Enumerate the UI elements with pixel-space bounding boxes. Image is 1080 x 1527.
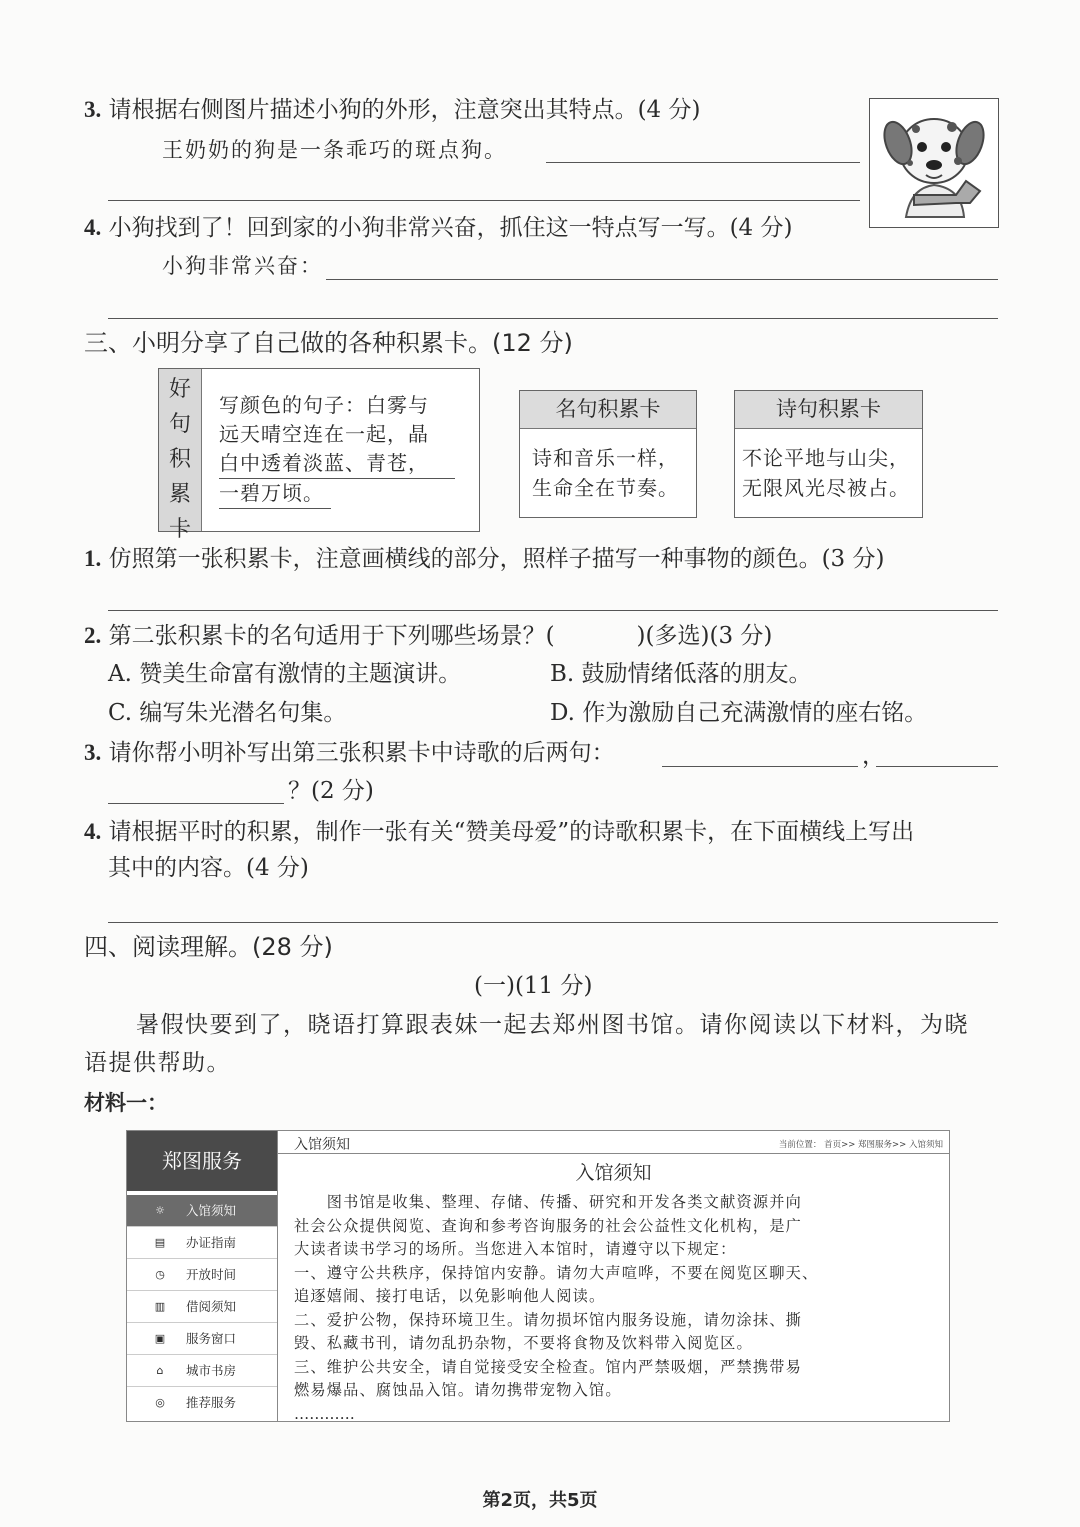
s3-question-4-cont: 其中的内容。(4 分) <box>108 855 309 881</box>
poem-line: 不论平地与山尖， <box>742 446 910 470</box>
s3-question-1: 1. 仿照第一张积累卡，注意画横线的部分，照样子描写一种事物的颜色。(3 分) <box>84 546 885 572</box>
intro-text: 暑假快要到了，晓语打算跟表妹一起去郑州图书馆。请你阅读以下材料，为晓 <box>136 1012 969 1038</box>
s3-q3-end: ？(2 分) <box>288 778 374 804</box>
answer-line[interactable] <box>108 318 998 319</box>
nav-item-recommended[interactable]: ◎ 推荐服务 <box>127 1387 277 1418</box>
notice-heading: 入馆须知 <box>575 1162 652 1184</box>
section-4-heading: 四、阅读理解。(28 分) <box>84 933 333 961</box>
poem-line: 无限风光尽被占。 <box>742 476 910 500</box>
notice-text: 图书馆是收集、整理、存储、传播、研究和开发各类文献资源并向 社会公众提供阅览、查询和参考咨询服务的社会公益性文化机构，是广 大读者读书学习的场所。当您进入本馆时，请遵守以下规定： 一、遵守公共秩序，保持馆内安静。请勿大声喧哗，不要在阅览区聊天、 追逐嬉闹、接打电话，以免影响他人阅读。 二、爱护公物，保持环境卫生。请勿损坏馆内服务设施，请勿涂抹、撕 毁、私藏书刊，请勿乱扔杂物，不要将食物及饮料带入阅览区。 三、维护公共安全，请自觉接受安全检查。馆内严禁吸烟，严禁携带易 燃易爆品、腐蚀品入馆。请勿携带宠物入馆。 ………… <box>294 1193 819 1423</box>
card-body: 写颜色的句子：白雾与 远天晴空连在一起，晶 白中透着淡蓝、青苍， 一碧万顷。 <box>219 391 469 509</box>
answer-line[interactable] <box>108 200 860 201</box>
s3-question-2: 2. 第二张积累卡的名句适用于下列哪些场景？( )(多选)(3 分) <box>84 623 773 649</box>
dog-image <box>869 98 999 228</box>
answer-line[interactable] <box>108 610 998 611</box>
option-d[interactable]: D. 作为激励自己充满激情的座右铭。 <box>550 700 928 726</box>
library-content <box>278 1131 949 1421</box>
card-icon: ▤ <box>154 1236 166 1249</box>
question-3-starter: 王奶奶的狗是一条乖巧的斑点狗。 <box>162 138 507 162</box>
quote-line: 诗和音乐一样， <box>532 446 679 470</box>
nav-item-city-study[interactable]: ⌂ 城市书房 <box>127 1355 277 1387</box>
option-c[interactable]: C. 编写朱光潜名句集。 <box>108 700 347 726</box>
poem-card <box>734 390 923 518</box>
poem-card-title: 诗句积累卡 <box>735 391 922 429</box>
answer-line[interactable] <box>876 766 998 767</box>
breadcrumb: 当前位置： 首页>> 郑图服务>> 入馆须知 <box>778 1140 943 1150</box>
house-icon: ⌂ <box>156 1364 164 1377</box>
quote-card <box>519 390 697 518</box>
nav-item-borrowing[interactable]: ▥ 借阅须知 <box>127 1291 277 1323</box>
comma: ， <box>862 743 885 769</box>
answer-line[interactable] <box>546 162 860 163</box>
option-b[interactable]: B. 鼓励情绪低落的朋友。 <box>550 661 812 687</box>
intro-text-cont: 语提供帮助。 <box>84 1050 231 1076</box>
sun-icon: ☼ <box>155 1204 165 1217</box>
question-4-prompt: 4. 小狗找到了！回到家的小狗非常兴奋，抓住这一特点写一写。(4 分) <box>84 215 793 241</box>
question-3-prompt: 3. 请根据右侧图片描述小狗的外形，注意突出其特点。(4 分) <box>84 97 701 123</box>
library-brand: 郑图服务 <box>127 1131 277 1191</box>
nav-item-service-window[interactable]: ▣ 服务窗口 <box>127 1323 277 1355</box>
nav-item-card-guide[interactable]: ▤ 办证指南 <box>127 1227 277 1259</box>
answer-line[interactable] <box>326 279 998 280</box>
card-side-title: 好 句 积 累 卡 <box>159 369 202 531</box>
book-icon: ▥ <box>154 1300 166 1313</box>
quote-line: 生命全在节奏。 <box>532 476 679 500</box>
answer-line[interactable] <box>108 922 998 923</box>
library-webpage-screenshot <box>126 1130 950 1422</box>
tab-title: 入馆须知 <box>294 1137 350 1153</box>
s3-question-4: 4. 请根据平时的积累，制作一张有关“赞美母爱”的诗歌积累卡，在下面横线上写出 <box>84 819 915 845</box>
quote-card-title: 名句积累卡 <box>520 391 696 429</box>
window-icon: ▣ <box>154 1332 166 1345</box>
question-4-starter: 小狗非常兴奋： <box>162 254 323 278</box>
section-3-heading: 三、小明分享了自己做的各种积累卡。(12 分) <box>84 329 573 357</box>
subsection-title: (一)(11 分) <box>474 973 593 999</box>
option-a[interactable]: A. 赞美生命富有激情的主题演讲。 <box>108 661 462 687</box>
good-sentence-card <box>158 368 480 542</box>
nav-item-opening-hours[interactable]: ◷ 开放时间 <box>127 1259 277 1291</box>
answer-line[interactable] <box>662 766 858 767</box>
clock-icon: ◷ <box>155 1268 165 1281</box>
page-number: 第2页，共5页 <box>482 1490 598 1511</box>
recommend-icon: ◎ <box>155 1396 165 1409</box>
library-sidebar <box>127 1131 278 1421</box>
nav-item-entry-notice[interactable]: ☼ 入馆须知 <box>127 1195 277 1227</box>
s3-question-3: 3. 请你帮小明补写出第三张积累卡中诗歌的后两句： <box>84 740 615 766</box>
answer-line[interactable] <box>108 803 284 804</box>
material-label: 材料一： <box>84 1091 168 1115</box>
